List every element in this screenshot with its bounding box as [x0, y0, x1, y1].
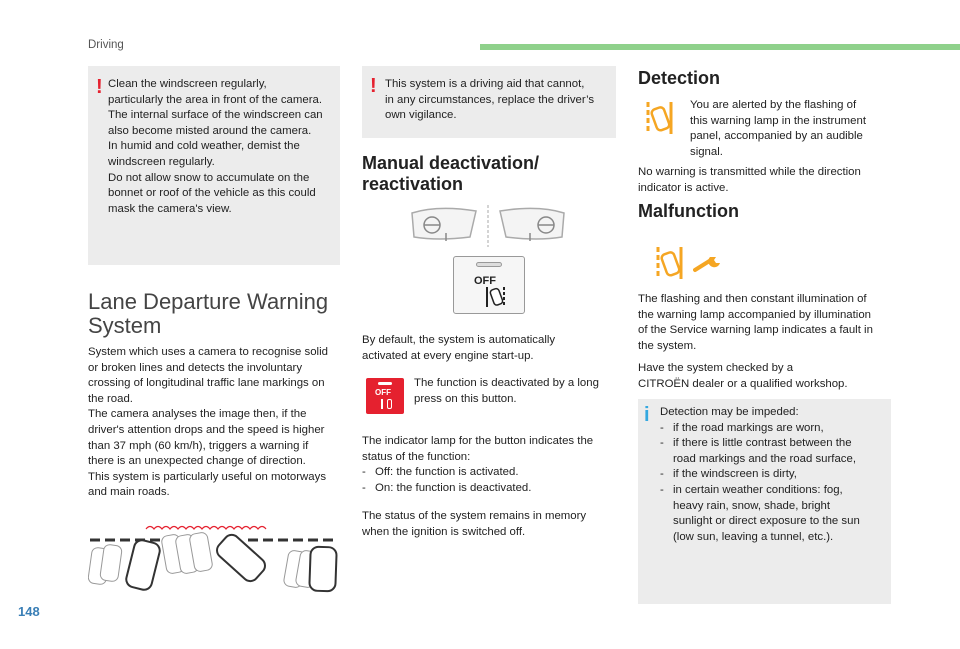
off-button-illustration: [453, 256, 525, 314]
off-button-icon: [366, 378, 404, 414]
manual-deactivation-heading: Manual deactivation/ reactivation: [362, 153, 540, 194]
off-label: OFF: [474, 275, 496, 287]
section-accent-bar: [480, 44, 960, 50]
list-item: - if there is little contrast between the road markings and the road surface,: [660, 436, 888, 467]
list-item: - if the windscreen is dirty,: [660, 467, 888, 483]
lane-departure-description: System which uses a camera to recognise solid or broken lines and detects the involuntary crossing of longitudinal traffic lane markings on the road. The camera analyses the image then, if the driver's attention drops and the speed is higher than 37 mph (60 km/h), triggers a warning if there is an unexpected change of direction. This system is particularly useful on motorways and main roads.: [88, 346, 328, 499]
driving-aid-warning-text: This system is a driving aid that cannot, in any circumstances, replace the driver’s own vigilance.: [385, 78, 595, 122]
warning-icon: !: [96, 76, 103, 98]
lane-warning-lamp-icon: [654, 245, 684, 281]
off-icon-label: OFF: [375, 388, 391, 397]
impeded-conditions-list: [660, 421, 888, 546]
camera-warning-box: [88, 66, 340, 265]
detection-info-box: [638, 399, 891, 604]
page-number: 148: [18, 604, 40, 619]
section-label: Driving: [88, 39, 124, 51]
check-system-text: Have the system checked by a CITROËN dealer or a qualified workshop.: [638, 362, 848, 390]
lane-drift-illustration: [88, 515, 340, 593]
malfunction-heading: Malfunction: [638, 201, 739, 221]
indicator-status-list: - Off: the function is activated. - On: the function is deactivated.: [362, 465, 614, 496]
default-activation-text: By default, the system is automatically activated at every engine start-up.: [362, 334, 556, 362]
wrench-icon: [693, 254, 723, 274]
indicator-lamp: [476, 262, 502, 267]
indicator-lamp-text: The indicator lamp for the button indicates the status of the function: - Off: the function is activated. - On: the function is deactivated.: [362, 434, 614, 496]
camera-warning-text: Clean the windscreen regularly, particularly the area in front of the camera. The internal surface of the windscreen can also become misted around the camera. In humid and cold weather, demist the windscreen regularly. Do not allow snow to accumulate on the bonnet or roof of the vehicle as this could mask the camera's view.: [108, 78, 323, 215]
lane-departure-heading: Lane Departure Warning System: [88, 289, 329, 338]
list-item: - in certain weather conditions: fog, heavy rain, snow, shade, bright sunlight or direct exposure to the sun (low sun, leaving a tunnel, etc.).: [660, 483, 888, 545]
detection-impeded-text: Detection may be impeded: - if the road markings are worn, - if there is little contrast between the road markings and the road surface, - if the windscreen is dirty, - in certain weather conditions: fog, heavy rain, snow, shade, bright sunlight or direct exposure to the sun (low sun, leaving a tunnel, etc.).: [660, 405, 888, 545]
detection-heading: Detection: [638, 68, 721, 88]
info-icon: i: [644, 404, 650, 426]
driving-aid-warning-box: [362, 66, 616, 138]
list-item: - if the road markings are worn,: [660, 421, 888, 437]
warning-icon: !: [370, 75, 377, 97]
detection-alert-text: You are alerted by the flashing of this warning lamp in the instrument panel, accompanied by an audible signal.: [690, 99, 867, 158]
no-warning-text: No warning is transmitted while the direction indicator is active.: [638, 166, 861, 194]
mirrors-illustration: [408, 205, 568, 247]
long-press-text: The function is deactivated by a long press on this button.: [414, 377, 599, 405]
malfunction-description: The flashing and then constant illumination of the warning lamp accompanied by illumination of the Service warning lamp indicates a fault in the system.: [638, 293, 873, 352]
memory-text: The status of the system remains in memory when the ignition is switched off.: [362, 510, 587, 538]
lane-warning-icon: [484, 283, 508, 311]
lane-warning-lamp-icon: [644, 100, 674, 136]
